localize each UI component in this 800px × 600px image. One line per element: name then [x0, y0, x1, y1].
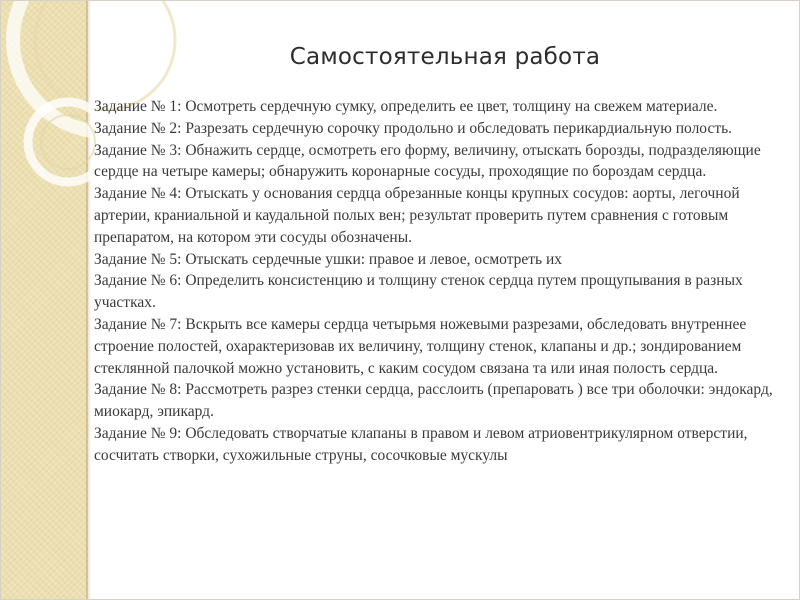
task-item-9: Задание № 9: Обследовать створчатые клапаны в правом и левом атриовентрикулярном отверстии, сосчитать створки, сухожильные струны, сосочковые мускулы	[94, 424, 748, 464]
task-item-2: Задание № 2: Разрезать сердечную сорочку продольно и обследовать перикардиальную полость.	[94, 119, 733, 137]
task-item-5: Задание № 5: Отыскать сердечные ушки: правое и левое, осмотреть их	[94, 250, 563, 268]
task-item-6: Задание № 6: Определить консистенцию и толщину стенок сердца путем прощупывания в разных участках.	[94, 272, 743, 312]
task-item-4: Задание № 4: Отыскать у основания сердца обрезанные концы крупных сосудов: аорты, легочной артерии, краниальной и каудальной полых вен; результат проверить путем сравнения с готовым препаратом, на котором эти сосуды обозначены.	[94, 185, 740, 246]
task-item-1: Задание № 1: Осмотреть сердечную сумку, определить ее цвет, толщину на свежем материале.	[94, 98, 718, 115]
task-item-8: Задание № 8: Рассмотреть разрез стенки сердца, расслоить (препаровать ) все три оболочки: эндокард, миокард, эпикард.	[94, 381, 773, 421]
task-item-3: Задание № 3: Обнажить сердце, осмотреть его форму, величину, отыскать борозды, подразделяющие сердце на четыре камеры; обнаружить коронарные сосуды, проходящие по бороздам сердца.	[94, 141, 761, 181]
slide-title: Самостоятельная работа	[289, 44, 601, 70]
task-item-7: Задание № 7: Вскрыть все камеры сердца четырьмя ножевыми разрезами, обследовать внутреннее строение полостей, охарактеризовав их величину, толщину стенок, клапаны и др.; зондированием стеклянной палочкой можно установить, с каким сосудом связана та или иная полость сердца.	[94, 315, 747, 377]
